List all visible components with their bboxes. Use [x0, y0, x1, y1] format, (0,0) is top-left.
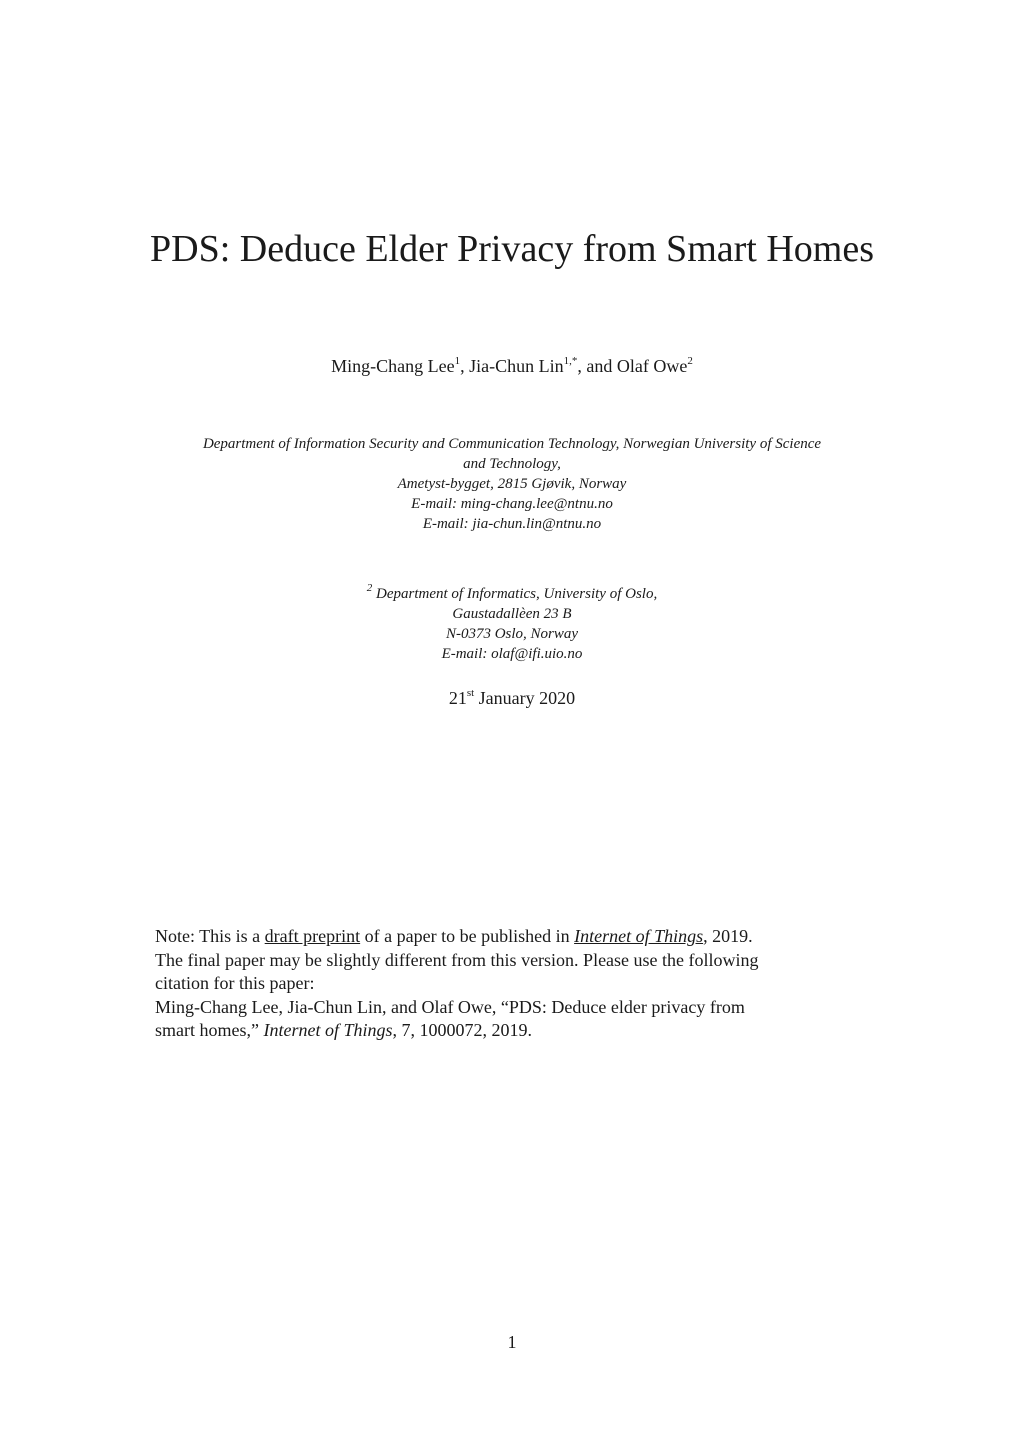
author-name: Jia-Chun Lin	[469, 356, 564, 376]
affiliation-block-2	[140, 584, 884, 664]
note-line: citation for this paper:	[155, 973, 315, 993]
note-text: of a paper to be published in	[360, 926, 575, 946]
page-number: 1	[507, 1332, 517, 1352]
draft-preprint-link[interactable]: draft preprint	[264, 926, 361, 946]
paper-date	[140, 686, 884, 710]
affiliation-mark: 2	[366, 582, 373, 594]
citation-text: smart homes,”	[155, 1020, 264, 1040]
affiliation-address: N-0373 Oslo, Norway	[445, 626, 579, 642]
affiliation-name: Department of Informatics, University of Oslo,	[372, 586, 658, 602]
author-affiliation-mark: 1,*	[563, 355, 578, 367]
citation-journal: Internet of Things	[263, 1020, 393, 1040]
affiliation-line: and Technology,	[463, 456, 561, 472]
author-affiliation-mark: 2	[687, 355, 693, 367]
citation-line	[155, 1019, 875, 1043]
citation-line: Ming-Chang Lee, Jia-Chun Lin, and Olaf Owe, “PDS: Deduce elder privacy from	[155, 996, 745, 1017]
author-name: Olaf Owe	[616, 356, 688, 376]
affiliation-email: E-mail: ming-chang.lee@ntnu.no	[411, 496, 613, 512]
date-rest: January 2020	[474, 688, 576, 708]
author-list	[140, 354, 884, 378]
affiliation-line	[140, 584, 884, 604]
journal-link[interactable]: Internet of Things	[574, 926, 704, 946]
affiliation-email: E-mail: olaf@ifi.uio.no	[441, 646, 583, 662]
paper-title: PDS: Deduce Elder Privacy from Smart Homes	[150, 228, 874, 270]
author-separator: , and	[577, 356, 617, 376]
preprint-note	[155, 925, 875, 1043]
note-text: Note: This is a	[155, 926, 265, 946]
affiliation-block-1	[140, 434, 884, 534]
affiliation-address: Ametyst-bygget, 2815 Gjøvik, Norway	[397, 476, 627, 492]
note-line: The final paper may be slightly different from this version. Please use the following	[155, 949, 759, 970]
date-ordinal-suffix: st	[466, 687, 475, 699]
note-text: , 2019.	[703, 926, 753, 946]
note-line	[155, 925, 875, 949]
affiliation-email: E-mail: jia-chun.lin@ntnu.no	[422, 516, 602, 532]
affiliation-address: Gaustadallèen 23 B	[452, 606, 572, 622]
citation-text: , 7, 1000072, 2019.	[392, 1020, 532, 1040]
affiliation-line: Department of Information Security and Communication Technology, Norwegian University of Science	[202, 436, 822, 452]
author-name: Ming-Chang Lee	[331, 356, 455, 376]
author-separator: ,	[460, 356, 470, 376]
date-day: 21	[448, 688, 467, 708]
author-affiliation-mark: 1	[454, 355, 461, 367]
